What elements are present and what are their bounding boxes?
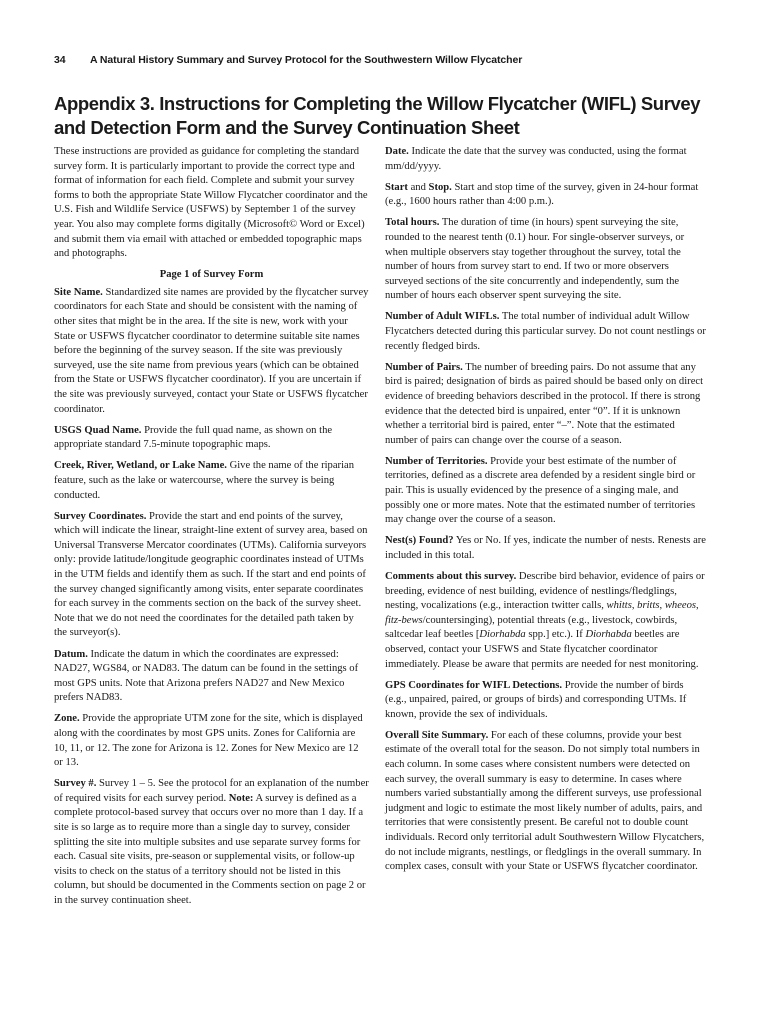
- page-title: [54, 92, 734, 140]
- left-column: [54, 145, 369, 915]
- field-description: Provide the number of birds (e.g., unpaired, paired, or groups of birds) and corresponding UTMs. If known, provide the sex of individuals.: [385, 679, 687, 720]
- field-term: Start: [385, 181, 408, 193]
- field-description-continued: spp.] etc.). If: [525, 629, 586, 641]
- field-date: [385, 145, 707, 174]
- field-number-of-adult-wifls: [385, 310, 707, 354]
- call-type-fitz-bews: fitz-bews: [385, 614, 423, 626]
- field-datum: [54, 648, 369, 706]
- field-start-stop: [385, 181, 707, 210]
- field-description: The total number of individual adult Willow Flycatchers detected during this particular survey. Do not count nestlings or recently fledged birds.: [385, 311, 706, 352]
- field-description: Indicate the datum in which the coordinates are expressed: NAD27, WGS84, or NAD83. The datum can be found in the settings of most GPS units. Note that Arizona prefers NAD27 and New Mexico prefers NAD83.: [54, 648, 359, 704]
- field-comments: [385, 570, 707, 672]
- field-description: For each of these columns, provide your best estimate of the overall total for the season. Do not simply total numbers in each column. In some cases where consistent numbers were detected on each survey, the overall summary is easy to determine. In cases where numbers varied substantially among the different surveys, use professional judgment and logic to estimate the most likely number of adults, pairs, and territories that were consistently present. Be careful not to double count individuals. Record only territorial adult Southwestern Willow Flycatchers, do not include migrants, nestlings, or fledglings in the overall summary. In complex cases, consult with your State or USFWS flycatcher coordinator.: [385, 729, 705, 873]
- field-description: Provide your best estimate of the number of territories, defined as a discrete area defended by a resident single bird or pair. This is usually evidenced by the presence of a singing male, and possibly one or more mates. Note that the estimated number of territories may change over the course of a season.: [385, 455, 696, 526]
- field-description: The duration of time (in hours) spent surveying the site, rounded to the nearest tenth (0.1) hour. For single-observer surveys, or when multiple observers stay together throughout the survey, total the number of hours from survey start to end. If two or more observers surveyed sections of the site concurrently and independently, sum the number of hours each observer spent surveying the site.: [385, 217, 685, 302]
- field-term: Stop.: [428, 181, 452, 193]
- field-total-hours: [385, 216, 707, 304]
- field-description: The number of breeding pairs. Do not assume that any bird is paired; designation of birds as paired should be based only on direct evidence of breeding behaviors described in the protocol. If there is strong evidence that the detected bird is unpaired, enter “0”. If it is unknown whether a territorial bird is paired, enter “–”. Note that the estimated number of pairs can change over the course of a season.: [385, 361, 704, 446]
- field-description: Give the name of the riparian feature, such as the lake or watercourse, where the survey is being conducted.: [54, 460, 355, 501]
- field-term: Comments about this survey.: [385, 570, 517, 582]
- field-description: Start and stop time of the survey, given in 24-hour format (e.g., 1600 hours rather than 4:00 p.m.).: [385, 181, 699, 208]
- field-description: Indicate the date that the survey was conducted, using the format mm/dd/yyyy.: [385, 146, 687, 172]
- field-description-continued: /countersinging), potential threats (e.g., livestock, cowbirds, saltcedar leaf beetles [: [385, 614, 678, 641]
- field-term: Nest(s) Found?: [385, 535, 454, 547]
- field-description: Provide the start and end points of the survey, which will indicate the linear, straight-line extent of survey area, based on Universal Transverse Mercator coordinates (UTMs). California surveyors only: provide latitude/longitude geographic coordinates instead of UTMs in the UTM fields and identify them as such. If the start and end points of the survey changed significantly among visits, enter separate coordinates for each survey in the comments section on the back of the survey sheet. Note that we do not need the coordinates for the detailed path taken by the surveyor(s).: [54, 510, 368, 639]
- field-term: Total hours.: [385, 217, 440, 229]
- field-description: Describe bird behavior, evidence of pairs or breeding, evidence of nest building, evidence of nestlings/fledglings, nesting, vocalizations (e.g., interaction twitter calls,: [385, 570, 705, 612]
- field-number-of-pairs: [385, 361, 707, 449]
- field-term: Number of Pairs.: [385, 361, 463, 373]
- field-term: Site Name.: [54, 286, 103, 298]
- field-term: USGS Quad Name.: [54, 424, 142, 436]
- intro-paragraph: These instructions are provided as guidance for completing the standard survey form. It is particularly important to provide the correct type and format of information for each field. Complete and submit your survey forms to both the appropriate State Willow Flycatcher coordinator and the U.S. Fish and Wildlife Service (USFWS) by September 1 of the survey year. You also may complete forms digitally (Microsoft© Word or Excel) and submit them via email with attached or embedded topographic maps and photographs.: [54, 146, 368, 260]
- genus-name: Diorhabda: [585, 629, 632, 641]
- genus-name: Diorhabda: [479, 629, 526, 641]
- page-number: 34: [54, 54, 66, 66]
- field-description: Provide the full quad name, as shown on the appropriate standard 7.5-minute topographic maps.: [54, 424, 333, 451]
- field-gps-coordinates: [385, 679, 707, 723]
- separator: ,: [696, 600, 699, 612]
- field-term: Datum.: [54, 648, 88, 660]
- separator: ,: [659, 600, 665, 612]
- field-description-continued: A survey is defined as a complete protocol-based survey that occurs over no more than 1 day. If a site is so large as to require more than a single day to survey, consider splitting the site into multiple subsites and use separate survey forms for each. Casual site visits, pre-season or supplemental visits, or follow-up visits to check on the status of a territory should not be listed in this column, but should be documented in the Comments section on page 2 or in the survey continuation sheet.: [54, 792, 366, 906]
- call-type-britts: britts: [637, 600, 660, 612]
- field-zone: [54, 712, 369, 770]
- call-type-whitts: whitts: [606, 600, 632, 612]
- right-column: [385, 145, 707, 881]
- separator: ,: [631, 600, 638, 612]
- note-label: Note:: [228, 792, 254, 804]
- field-term: Number of Territories.: [385, 455, 488, 467]
- field-term: GPS Coordinates for WIFL Detections.: [385, 679, 563, 691]
- field-riparian-feature-name: [54, 459, 369, 503]
- running-header: [54, 54, 734, 66]
- field-term: Creek, River, Wetland, or Lake Name.: [54, 460, 227, 472]
- call-type-wheeos: wheeos: [664, 600, 697, 612]
- field-description: Standardized site names are provided by the flycatcher survey coordinators for each State and should be consistent with the naming of other sites that might be in the area. If the site is new, work with your State or USFWS flycatcher coordinator to determine suitable site names before the beginning of the survey season. If the site was previously surveyed, use the site name from previous years (which can be obtained from the State or USFWS flycatcher coordinator). If you are uncertain if the site was previously surveyed, contact your State or USFWS flycatcher coordinator.: [54, 286, 369, 415]
- running-title: A Natural History Summary and Survey Protocol for the Southwestern Willow Flycatcher: [90, 54, 523, 66]
- field-term: Survey #.: [54, 778, 97, 790]
- section-subheading: Page 1 of Survey Form: [159, 269, 264, 281]
- field-survey-coordinates: [54, 510, 369, 641]
- field-description: Yes or No. If yes, indicate the number of nests. Renests are included in this total.: [385, 535, 707, 561]
- field-description-continued: beetles are observed, contact your USFWS and State flycatcher coordinator immediately. Please be aware that permits are needed for nest monitoring.: [385, 629, 699, 670]
- field-overall-site-summary: [385, 729, 707, 875]
- field-term: Survey Coordinates.: [54, 510, 147, 522]
- page-title-line-1: Appendix 3. Instructions for Completing the Willow Flycatcher (WIFL) Survey: [54, 93, 701, 114]
- field-term: Number of Adult WIFLs.: [385, 311, 500, 323]
- field-description: Provide the appropriate UTM zone for the site, which is displayed along with the coordinates by most GPS units. Zones for California are 10, 11, or 12. The zone for Arizona is 12. Zones for New Mexico are 12 or 13.: [54, 713, 363, 769]
- field-term: Date.: [385, 146, 409, 157]
- field-site-name: [54, 286, 369, 417]
- field-term: Zone.: [54, 713, 80, 725]
- field-term: Overall Site Summary.: [385, 729, 489, 741]
- field-description: Survey 1 – 5. See the protocol for an explanation of the number of required visits for each survey period.: [54, 778, 369, 804]
- page-title-line-2: and Detection Form and the Survey Continuation Sheet: [54, 117, 520, 138]
- field-conjunction: and: [407, 181, 429, 193]
- field-survey-number: [54, 777, 369, 908]
- field-number-of-territories: [385, 455, 707, 528]
- field-usgs-quad-name: [54, 424, 369, 453]
- field-nests-found: [385, 534, 707, 563]
